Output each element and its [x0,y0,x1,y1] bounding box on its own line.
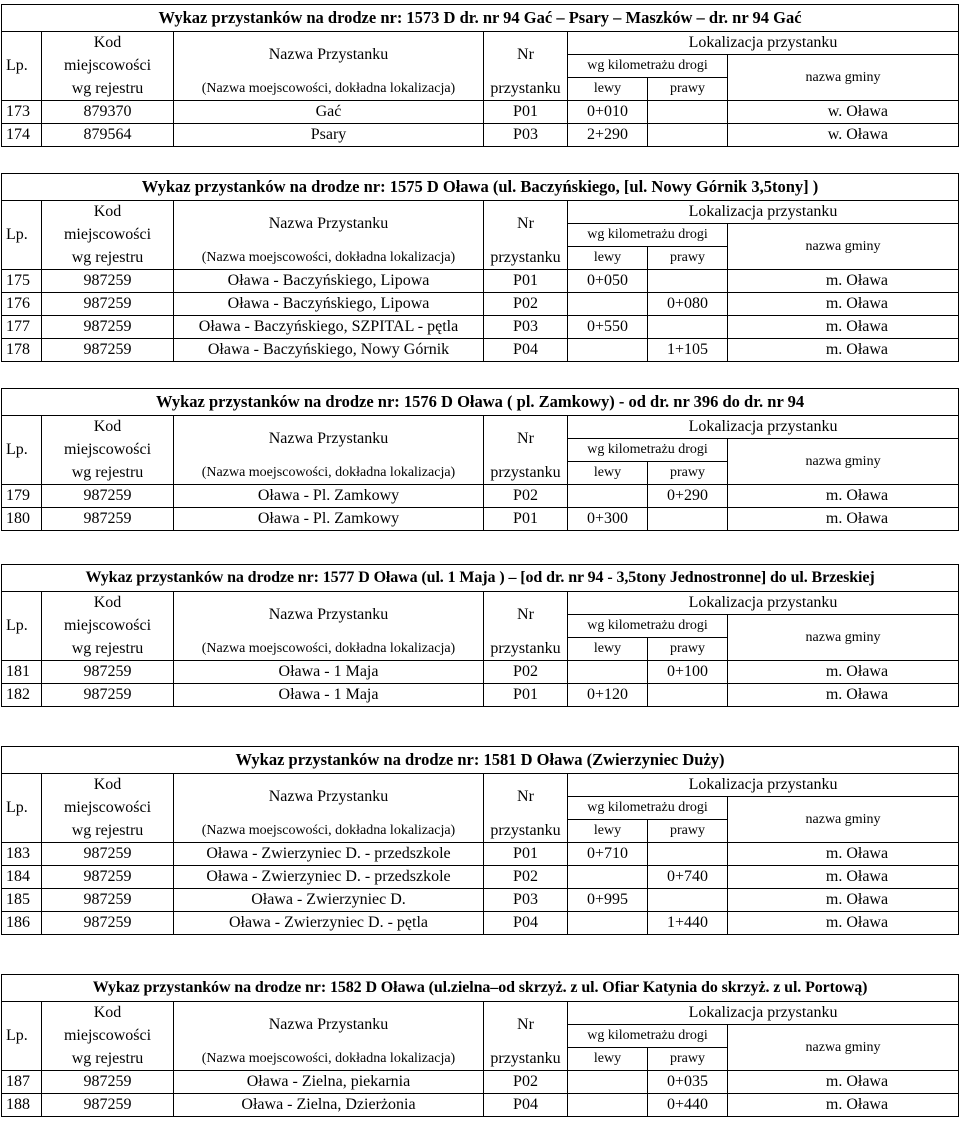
row-nr: P02 [484,661,568,684]
row-prawy [648,508,728,531]
row-nazwa: Oława - Zwierzyniec D. [174,889,484,912]
row-gmina: m. Oława [728,485,959,508]
row-lewy [568,293,648,316]
table-row [2,1071,959,1094]
row-nr: P01 [484,101,568,124]
table-row [2,912,959,935]
section-title: Wykaz przystanków na drodze nr: 1575 D Oława (ul. Baczyńskiego, [ul. Nowy Górnik 3,5tony] ) [2,174,959,201]
row-gmina: m. Oława [728,843,959,866]
row-lp: 178 [2,339,42,362]
row-kod: 987259 [42,339,174,362]
header-prawy: prawy [648,462,728,485]
row-lewy [568,485,648,508]
section-title: Wykaz przystanków na drodze nr: 1581 D Oława (Zwierzyniec Duży) [2,747,959,774]
header-wg-rejestru: wg rejestru [42,247,174,270]
row-lewy [568,1094,648,1117]
row-gmina: m. Oława [728,270,959,293]
section-title: Wykaz przystanków na drodze nr: 1576 D Oława ( pl. Zamkowy) - od dr. nr 396 do dr. nr 94 [2,389,959,416]
header-miejscowosci: miejscowości [42,797,174,820]
header-lp: Lp. [2,201,42,270]
header-nr: Nr [484,592,568,638]
row-prawy [648,101,728,124]
row-nazwa: Oława - Baczyńskiego, Lipowa [174,270,484,293]
row-kod: 987259 [42,1071,174,1094]
row-lewy: 0+550 [568,316,648,339]
header-nazwa-sub: (Nazwa moejscowości, dokładna lokalizacja) [174,462,484,485]
header-wg-kilometrazu: wg kilometrażu drogi [568,1025,728,1048]
header-wg-kilometrazu: wg kilometrażu drogi [568,615,728,638]
table-row [2,339,959,362]
header-nazwa-przystanku: Nazwa Przystanku [174,1002,484,1048]
header-miejscowosci: miejscowości [42,1025,174,1048]
row-nazwa: Oława - Zwierzyniec D. - przedszkole [174,843,484,866]
header-lewy: lewy [568,78,648,101]
row-gmina: m. Oława [728,316,959,339]
header-kod: Kod [42,32,174,55]
row-lewy [568,912,648,935]
header-nazwa-przystanku: Nazwa Przystanku [174,592,484,638]
header-wg-rejestru: wg rejestru [42,820,174,843]
table-row [2,661,959,684]
header-lewy: lewy [568,820,648,843]
header-lp: Lp. [2,774,42,843]
row-gmina: m. Oława [728,866,959,889]
row-nr: P01 [484,843,568,866]
row-kod: 987259 [42,684,174,707]
header-nazwa-przystanku: Nazwa Przystanku [174,416,484,462]
header-nazwa-sub: (Nazwa moejscowości, dokładna lokalizacja) [174,638,484,661]
header-wg-rejestru: wg rejestru [42,462,174,485]
row-nr: P04 [484,339,568,362]
row-lewy [568,661,648,684]
header-lewy: lewy [568,247,648,270]
header-nr: Nr [484,774,568,820]
header-lp: Lp. [2,1002,42,1071]
header-kod: Kod [42,774,174,797]
row-nr: P01 [484,270,568,293]
table-row [2,270,959,293]
header-wg-kilometrazu: wg kilometrażu drogi [568,439,728,462]
row-kod: 987259 [42,843,174,866]
row-prawy [648,684,728,707]
row-prawy: 0+035 [648,1071,728,1094]
table-row [2,1094,959,1117]
row-kod: 987259 [42,316,174,339]
row-nr: P02 [484,1071,568,1094]
row-gmina: w. Oława [728,124,959,147]
header-kod: Kod [42,592,174,615]
row-kod: 879564 [42,124,174,147]
header-miejscowosci: miejscowości [42,224,174,247]
header-nazwa-gminy: nazwa gminy [728,224,959,270]
header-lokalizacja: Lokalizacja przystanku [568,592,959,615]
header-nr: Nr [484,32,568,78]
row-lp: 182 [2,684,42,707]
table-row [2,843,959,866]
row-nr: P02 [484,293,568,316]
row-nr: P03 [484,124,568,147]
row-nazwa: Oława - 1 Maja [174,684,484,707]
row-kod: 987259 [42,1094,174,1117]
header-nazwa-gminy: nazwa gminy [728,797,959,843]
row-lewy: 0+995 [568,889,648,912]
row-lewy: 0+300 [568,508,648,531]
header-nr: Nr [484,416,568,462]
row-lp: 186 [2,912,42,935]
row-kod: 987259 [42,485,174,508]
row-kod: 987259 [42,293,174,316]
row-lp: 185 [2,889,42,912]
row-nazwa: Oława - Zwierzyniec D. - przedszkole [174,866,484,889]
row-lewy [568,339,648,362]
table-row [2,293,959,316]
row-gmina: m. Oława [728,661,959,684]
row-prawy [648,270,728,293]
row-nazwa: Oława - Pl. Zamkowy [174,485,484,508]
header-przystanku: przystanku [484,462,568,485]
row-gmina: w. Oława [728,101,959,124]
row-nr: P04 [484,1094,568,1117]
table-row [2,124,959,147]
row-lewy [568,866,648,889]
header-lokalizacja: Lokalizacja przystanku [568,416,959,439]
row-prawy: 0+100 [648,661,728,684]
row-gmina: m. Oława [728,339,959,362]
stop-table [1,388,959,531]
header-prawy: prawy [648,820,728,843]
row-nr: P04 [484,912,568,935]
row-lp: 188 [2,1094,42,1117]
header-przystanku: przystanku [484,247,568,270]
stop-list-section [1,746,958,935]
table-row [2,508,959,531]
row-lp: 187 [2,1071,42,1094]
header-wg-kilometrazu: wg kilometrażu drogi [568,55,728,78]
header-nazwa-sub: (Nazwa moejscowości, dokładna lokalizacja) [174,1048,484,1071]
row-lewy: 2+290 [568,124,648,147]
header-nazwa-gminy: nazwa gminy [728,1025,959,1071]
row-lp: 181 [2,661,42,684]
header-kod: Kod [42,201,174,224]
section-title: Wykaz przystanków na drodze nr: 1582 D Oława (ul.zielna–od skrzyż. z ul. Ofiar Katynia do skrzyż. z ul. Portową) [2,975,959,1002]
row-gmina: m. Oława [728,912,959,935]
header-prawy: prawy [648,638,728,661]
row-kod: 987259 [42,866,174,889]
header-wg-kilometrazu: wg kilometrażu drogi [568,797,728,820]
header-przystanku: przystanku [484,638,568,661]
row-nazwa: Psary [174,124,484,147]
header-nazwa-gminy: nazwa gminy [728,615,959,661]
table-row [2,866,959,889]
row-kod: 879370 [42,101,174,124]
stop-table [1,173,959,362]
row-lewy: 0+050 [568,270,648,293]
table-row [2,485,959,508]
row-nazwa: Oława - Baczyńskiego, Lipowa [174,293,484,316]
header-wg-kilometrazu: wg kilometrażu drogi [568,224,728,247]
row-lp: 174 [2,124,42,147]
row-lewy: 0+710 [568,843,648,866]
row-nazwa: Oława - Baczyńskiego, SZPITAL - pętla [174,316,484,339]
row-gmina: m. Oława [728,1071,959,1094]
header-kod: Kod [42,416,174,439]
row-lp: 175 [2,270,42,293]
row-nazwa: Oława - Zielna, Dzierżonia [174,1094,484,1117]
row-prawy: 1+105 [648,339,728,362]
header-nazwa-przystanku: Nazwa Przystanku [174,774,484,820]
header-nr: Nr [484,201,568,247]
header-miejscowosci: miejscowości [42,615,174,638]
row-lp: 176 [2,293,42,316]
header-lewy: lewy [568,1048,648,1071]
stop-list-section [1,388,958,531]
row-prawy: 1+440 [648,912,728,935]
row-lewy [568,1071,648,1094]
row-lewy: 0+120 [568,684,648,707]
header-nazwa-gminy: nazwa gminy [728,55,959,101]
header-wg-rejestru: wg rejestru [42,78,174,101]
row-nazwa: Oława - Zielna, piekarnia [174,1071,484,1094]
table-row [2,684,959,707]
stop-table [1,4,959,147]
row-nazwa: Gać [174,101,484,124]
row-nr: P02 [484,485,568,508]
row-nr: P01 [484,508,568,531]
header-wg-rejestru: wg rejestru [42,638,174,661]
row-lp: 183 [2,843,42,866]
header-lokalizacja: Lokalizacja przystanku [568,1002,959,1025]
row-kod: 987259 [42,889,174,912]
row-lewy: 0+010 [568,101,648,124]
header-prawy: prawy [648,1048,728,1071]
row-gmina: m. Oława [728,293,959,316]
header-lokalizacja: Lokalizacja przystanku [568,201,959,224]
header-prawy: prawy [648,78,728,101]
header-miejscowosci: miejscowości [42,439,174,462]
row-gmina: m. Oława [728,684,959,707]
row-gmina: m. Oława [728,508,959,531]
table-row [2,889,959,912]
row-nazwa: Oława - Baczyńskiego, Nowy Górnik [174,339,484,362]
header-lokalizacja: Lokalizacja przystanku [568,774,959,797]
section-title: Wykaz przystanków na drodze nr: 1573 D dr. nr 94 Gać – Psary – Maszków – dr. nr 94 Gać [2,5,959,32]
row-prawy [648,843,728,866]
stop-table [1,746,959,935]
row-nr: P03 [484,316,568,339]
header-prawy: prawy [648,247,728,270]
header-nazwa-sub: (Nazwa moejscowości, dokładna lokalizacja) [174,820,484,843]
stop-list-section [1,974,958,1117]
row-nazwa: Oława - 1 Maja [174,661,484,684]
row-prawy [648,124,728,147]
row-kod: 987259 [42,661,174,684]
row-prawy: 0+080 [648,293,728,316]
header-nazwa-sub: (Nazwa moejscowości, dokładna lokalizacja) [174,247,484,270]
stop-table [1,564,959,707]
stop-list-section [1,4,958,147]
table-row [2,101,959,124]
stop-list-section [1,173,958,362]
row-nr: P02 [484,866,568,889]
header-nazwa-sub: (Nazwa moejscowości, dokładna lokalizacja) [174,78,484,101]
header-lp: Lp. [2,416,42,485]
header-lokalizacja: Lokalizacja przystanku [568,32,959,55]
row-kod: 987259 [42,270,174,293]
stop-table [1,974,959,1117]
row-gmina: m. Oława [728,889,959,912]
header-lp: Lp. [2,592,42,661]
header-nazwa-przystanku: Nazwa Przystanku [174,201,484,247]
row-prawy: 0+440 [648,1094,728,1117]
header-nazwa-przystanku: Nazwa Przystanku [174,32,484,78]
table-row [2,316,959,339]
row-kod: 987259 [42,912,174,935]
row-nazwa: Oława - Zwierzyniec D. - pętla [174,912,484,935]
row-lp: 184 [2,866,42,889]
header-lewy: lewy [568,462,648,485]
stop-list-section [1,564,958,707]
header-lp: Lp. [2,32,42,101]
header-przystanku: przystanku [484,820,568,843]
row-lp: 180 [2,508,42,531]
header-wg-rejestru: wg rejestru [42,1048,174,1071]
row-prawy [648,316,728,339]
row-kod: 987259 [42,508,174,531]
row-nazwa: Oława - Pl. Zamkowy [174,508,484,531]
header-miejscowosci: miejscowości [42,55,174,78]
row-lp: 179 [2,485,42,508]
row-prawy: 0+740 [648,866,728,889]
header-lewy: lewy [568,638,648,661]
header-przystanku: przystanku [484,78,568,101]
row-nr: P03 [484,889,568,912]
row-prawy [648,889,728,912]
header-nazwa-gminy: nazwa gminy [728,439,959,485]
row-gmina: m. Oława [728,1094,959,1117]
section-title: Wykaz przystanków na drodze nr: 1577 D Oława (ul. 1 Maja ) – [od dr. nr 94 - 3,5tony Jednostronne] do ul. Brzeskiej [2,565,959,592]
row-nr: P01 [484,684,568,707]
row-lp: 173 [2,101,42,124]
row-lp: 177 [2,316,42,339]
header-nr: Nr [484,1002,568,1048]
header-kod: Kod [42,1002,174,1025]
row-prawy: 0+290 [648,485,728,508]
header-przystanku: przystanku [484,1048,568,1071]
